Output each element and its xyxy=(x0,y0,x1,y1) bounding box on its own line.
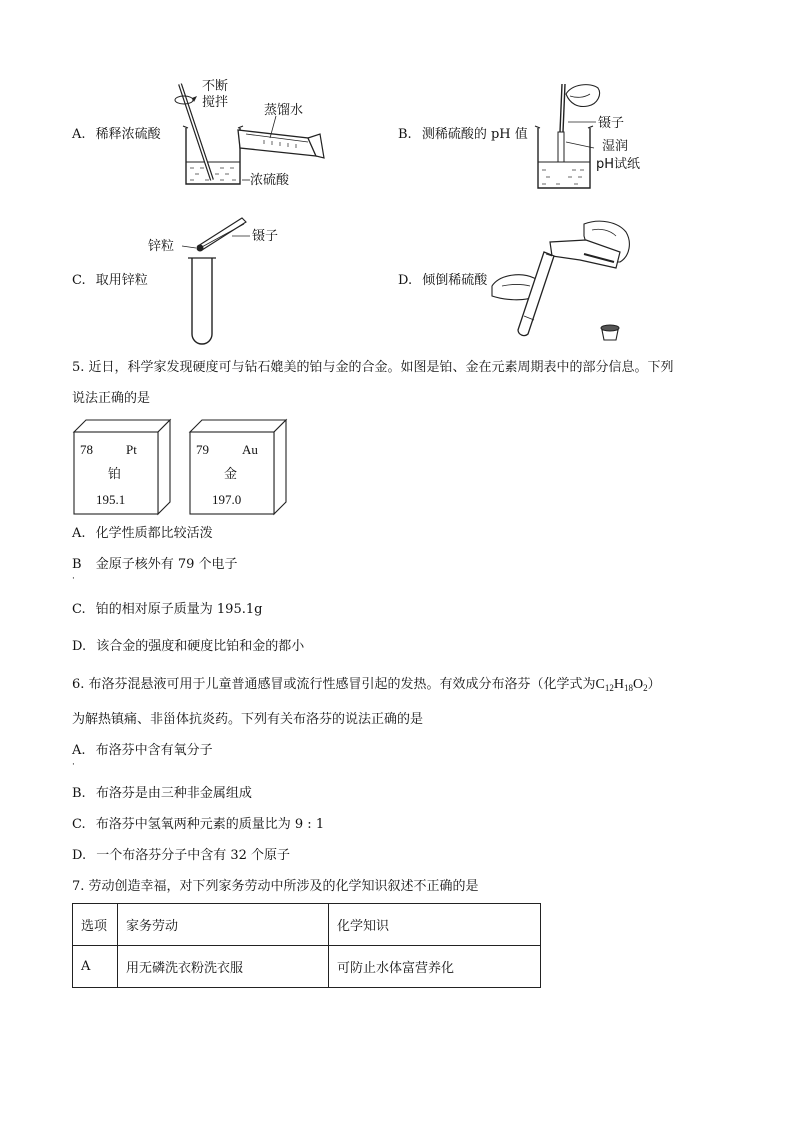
q5-option-b xyxy=(72,556,238,574)
option-label: A. xyxy=(72,743,86,758)
table-header-cell: 家务劳动 xyxy=(118,904,329,946)
table-header-row xyxy=(73,904,541,946)
formula-c: C xyxy=(595,677,605,692)
element-mass: 195.1 xyxy=(96,492,126,507)
option-text: 倾倒稀硫酸 xyxy=(422,273,488,288)
option-text: 一个布洛芬分子中含有 32 个原子 xyxy=(96,848,291,863)
formula-o: O xyxy=(633,677,644,692)
stray-dot: · xyxy=(72,574,75,584)
q4-option-a xyxy=(72,126,161,144)
element-cards xyxy=(72,418,292,518)
q4-option-c xyxy=(72,272,148,290)
formula-o-count: 2 xyxy=(643,683,648,693)
formula-close: ） xyxy=(647,677,661,692)
option-label: B. xyxy=(72,786,86,801)
chemical-formula xyxy=(596,677,648,692)
q6-option-a xyxy=(72,742,213,760)
option-text: 稀释浓硫酸 xyxy=(95,127,161,142)
q6-stem-line2: 为解热镇痛、非甾体抗炎药。下列有关布洛芬的说法正确的是 xyxy=(72,712,424,727)
q6-stem-line1 xyxy=(72,676,661,697)
option-text: 铂的相对原子质量为 195.1g xyxy=(95,602,263,617)
option-label: C. xyxy=(72,273,86,288)
option-label: C. xyxy=(72,817,86,832)
option-label: A. xyxy=(72,526,86,541)
label-distilled-water: 蒸馏水 xyxy=(264,103,304,118)
q6-option-d xyxy=(72,847,290,865)
formula-h: H xyxy=(613,677,625,692)
label-stir-1: 不断 xyxy=(202,79,229,94)
stray-dot: · xyxy=(72,760,75,770)
label-zinc: 锌粒 xyxy=(148,239,175,254)
option-label: D. xyxy=(398,273,413,288)
element-name: 铂 xyxy=(108,466,122,481)
q5-option-a xyxy=(72,525,213,543)
zinc-granule-icon xyxy=(197,245,204,252)
element-card-au xyxy=(190,420,286,514)
q7-stem: 7. 劳动创造幸福，对下列家务劳动中所涉及的化学知识叙述不正确的是 xyxy=(72,879,479,894)
table-cell: A xyxy=(73,946,118,988)
option-label: C. xyxy=(72,602,86,617)
table-row xyxy=(73,946,541,988)
q6-stem-text: 6. 布洛芬混悬液可用于儿童普通感冒或流行性感冒引起的发热。有效成分布洛芬（化学式为 xyxy=(72,677,596,692)
element-symbol: Pt xyxy=(126,442,137,457)
q5-stem-line2: 说法正确的是 xyxy=(72,391,151,406)
option-text: 布洛芬是由三种非金属组成 xyxy=(95,786,252,801)
table-header-cell: 选项 xyxy=(73,904,118,946)
figure-ph-test xyxy=(532,80,662,192)
option-text: 该合金的强度和硬度比铂和金的都小 xyxy=(96,639,305,654)
figure-dilute-acid xyxy=(168,76,328,192)
q7-table xyxy=(72,903,541,988)
q6-option-c xyxy=(72,816,324,834)
option-text: 金原子核外有 79 个电子 xyxy=(95,557,238,572)
label-tweezers-c: 镊子 xyxy=(252,229,279,244)
table-cell: 可防止水体富营养化 xyxy=(329,946,541,988)
q5-stem-line1: 5. 近日，科学家发现硬度可与钻石媲美的铂与金的合金。如图是铂、金在元素周期表中的部分信息。下列 xyxy=(72,360,674,375)
figure-pour-acid xyxy=(488,216,648,346)
element-symbol: Au xyxy=(242,442,258,457)
label-ph-paper: pH试纸 xyxy=(596,157,641,172)
element-name: 金 xyxy=(224,466,238,481)
element-number: 78 xyxy=(80,442,93,457)
q6-option-b xyxy=(72,785,252,803)
element-mass: 197.0 xyxy=(212,492,242,507)
option-label: D. xyxy=(72,848,87,863)
option-label: B. xyxy=(398,127,412,142)
label-tweezers: 镊子 xyxy=(598,116,625,131)
element-card-pt xyxy=(74,420,170,514)
q5-option-d xyxy=(72,638,304,656)
option-text: 测稀硫酸的 pH 值 xyxy=(421,127,528,142)
option-text: 化学性质都比较活泼 xyxy=(95,526,213,541)
q4-option-b xyxy=(398,126,528,144)
option-text: 布洛芬中含有氧分子 xyxy=(95,743,213,758)
figure-zinc-granule xyxy=(146,210,296,348)
table-cell: 用无磷洗衣粉洗衣服 xyxy=(118,946,329,988)
formula-h-count: 18 xyxy=(624,683,634,693)
option-label: B xyxy=(72,557,82,572)
label-stir-2: 搅拌 xyxy=(202,95,229,110)
option-text: 布洛芬中氢氧两种元素的质量比为 9 : 1 xyxy=(95,817,325,832)
option-label: A. xyxy=(72,127,86,142)
q4-option-d xyxy=(398,272,487,290)
option-text: 取用锌粒 xyxy=(95,273,148,288)
element-number: 79 xyxy=(196,442,209,457)
label-moist: 湿润 xyxy=(602,139,629,154)
table-header-cell: 化学知识 xyxy=(329,904,541,946)
q5-option-c xyxy=(72,601,262,619)
formula-c-count: 12 xyxy=(604,683,614,693)
option-label: D. xyxy=(72,639,87,654)
label-conc-acid: 浓硫酸 xyxy=(250,173,290,188)
